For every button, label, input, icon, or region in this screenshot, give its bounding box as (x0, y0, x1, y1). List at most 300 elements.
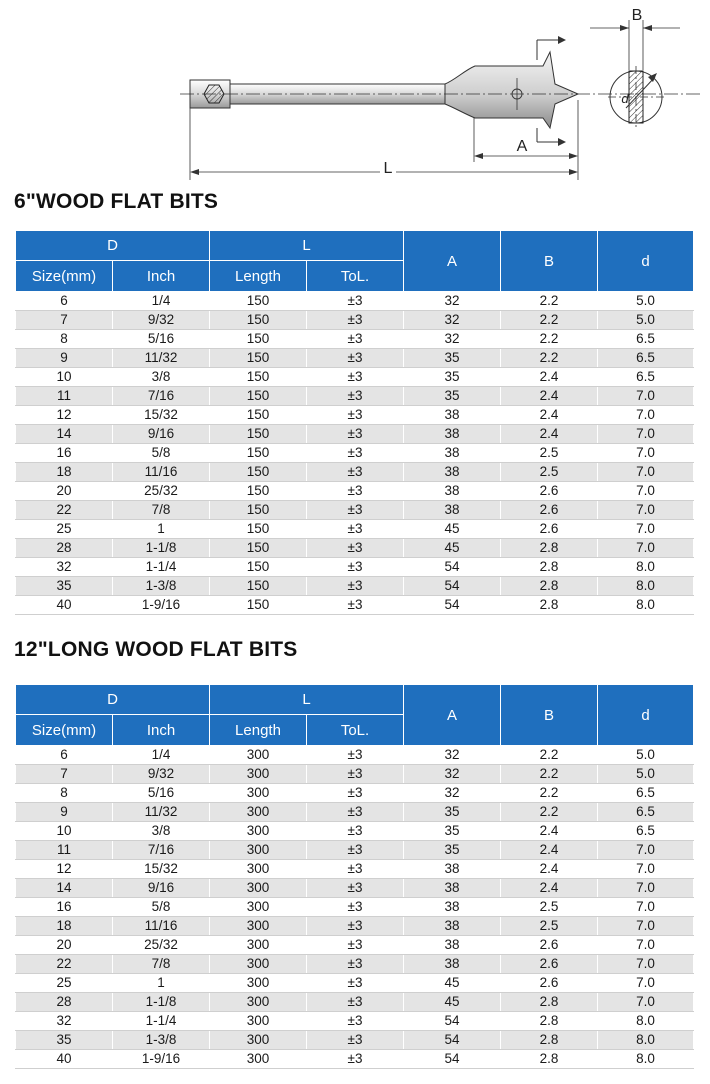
cell-b: 2.6 (501, 501, 598, 520)
table-row (16, 387, 694, 406)
table-row (16, 1031, 694, 1050)
cell-a: 32 (404, 311, 501, 330)
header-group-l: L (210, 231, 404, 261)
cell-tol: ±3 (307, 936, 404, 955)
cell-size: 7 (16, 311, 113, 330)
cell-tol: ±3 (307, 596, 404, 615)
cell-length: 300 (210, 1050, 307, 1069)
cell-d: 8.0 (598, 577, 694, 596)
cell-a: 35 (404, 387, 501, 406)
cell-a: 54 (404, 1031, 501, 1050)
cell-b: 2.2 (501, 746, 598, 765)
cell-a: 35 (404, 841, 501, 860)
cell-size: 14 (16, 425, 113, 444)
cell-inch: 7/16 (113, 387, 210, 406)
cell-size: 11 (16, 387, 113, 406)
cell-size: 40 (16, 1050, 113, 1069)
cell-d: 5.0 (598, 292, 694, 311)
cell-b: 2.5 (501, 463, 598, 482)
cell-length: 300 (210, 746, 307, 765)
cell-d: 7.0 (598, 425, 694, 444)
cell-size: 28 (16, 539, 113, 558)
cell-a: 38 (404, 482, 501, 501)
cell-length: 150 (210, 368, 307, 387)
header-a: A (404, 231, 501, 292)
header-tol: ToL. (307, 715, 404, 746)
cell-a: 38 (404, 955, 501, 974)
header-inch: Inch (113, 715, 210, 746)
table-row (16, 292, 694, 311)
header-d: d (598, 231, 694, 292)
cell-inch: 1-9/16 (113, 1050, 210, 1069)
header-length: Length (210, 261, 307, 292)
cell-size: 10 (16, 822, 113, 841)
cell-inch: 9/32 (113, 311, 210, 330)
cell-d: 7.0 (598, 860, 694, 879)
header-group-l: L (210, 685, 404, 715)
cell-b: 2.2 (501, 784, 598, 803)
table-row (16, 803, 694, 822)
cell-d: 7.0 (598, 406, 694, 425)
spec-table-12in (15, 684, 694, 1069)
cell-inch: 1-3/8 (113, 1031, 210, 1050)
cell-inch: 1-1/4 (113, 1012, 210, 1031)
cell-inch: 5/8 (113, 444, 210, 463)
cell-size: 11 (16, 841, 113, 860)
table-row (16, 425, 694, 444)
cell-b: 2.4 (501, 860, 598, 879)
cell-inch: 3/8 (113, 822, 210, 841)
cell-length: 300 (210, 803, 307, 822)
cell-inch: 1-3/8 (113, 577, 210, 596)
cell-size: 20 (16, 936, 113, 955)
cell-inch: 3/8 (113, 368, 210, 387)
cell-inch: 7/8 (113, 501, 210, 520)
cell-length: 150 (210, 425, 307, 444)
cell-d: 6.5 (598, 803, 694, 822)
cell-b: 2.6 (501, 955, 598, 974)
cell-a: 32 (404, 765, 501, 784)
cell-length: 150 (210, 311, 307, 330)
cell-inch: 1-1/8 (113, 539, 210, 558)
cell-inch: 1/4 (113, 746, 210, 765)
table-row (16, 596, 694, 615)
table-row (16, 368, 694, 387)
cell-d: 7.0 (598, 917, 694, 936)
cell-a: 32 (404, 746, 501, 765)
cell-b: 2.4 (501, 387, 598, 406)
cell-d: 6.5 (598, 784, 694, 803)
cell-d: 6.5 (598, 349, 694, 368)
cell-size: 9 (16, 349, 113, 368)
cell-length: 300 (210, 841, 307, 860)
cell-inch: 11/32 (113, 349, 210, 368)
cell-d: 8.0 (598, 1012, 694, 1031)
cell-inch: 1-1/4 (113, 558, 210, 577)
spec-table-6in (15, 230, 694, 615)
cell-d: 7.0 (598, 974, 694, 993)
table-row (16, 765, 694, 784)
cell-d: 8.0 (598, 596, 694, 615)
cell-tol: ±3 (307, 349, 404, 368)
cell-tol: ±3 (307, 463, 404, 482)
cell-d: 7.0 (598, 482, 694, 501)
cell-a: 32 (404, 292, 501, 311)
table-row (16, 539, 694, 558)
cell-b: 2.4 (501, 406, 598, 425)
cell-d: 5.0 (598, 765, 694, 784)
cell-tol: ±3 (307, 482, 404, 501)
cell-a: 54 (404, 1012, 501, 1031)
table-row (16, 482, 694, 501)
cell-tol: ±3 (307, 898, 404, 917)
cell-a: 54 (404, 1050, 501, 1069)
cell-b: 2.2 (501, 803, 598, 822)
cell-size: 20 (16, 482, 113, 501)
cell-d: 7.0 (598, 444, 694, 463)
header-b: B (501, 685, 598, 746)
header-inch: Inch (113, 261, 210, 292)
cell-b: 2.2 (501, 349, 598, 368)
cell-a: 54 (404, 558, 501, 577)
cell-b: 2.8 (501, 539, 598, 558)
cell-b: 2.5 (501, 898, 598, 917)
cell-tol: ±3 (307, 841, 404, 860)
cell-a: 54 (404, 577, 501, 596)
cell-length: 150 (210, 501, 307, 520)
cell-d: 7.0 (598, 936, 694, 955)
header-size: Size(mm) (16, 261, 113, 292)
table-row (16, 330, 694, 349)
cell-length: 150 (210, 292, 307, 311)
table-row (16, 406, 694, 425)
dimension-b-label: B (631, 7, 643, 24)
table-row (16, 860, 694, 879)
cell-tol: ±3 (307, 368, 404, 387)
cell-tol: ±3 (307, 311, 404, 330)
cell-tol: ±3 (307, 539, 404, 558)
cell-size: 35 (16, 1031, 113, 1050)
cell-size: 10 (16, 368, 113, 387)
section-title-6in: 6"WOOD FLAT BITS (14, 190, 219, 213)
cell-inch: 25/32 (113, 482, 210, 501)
cell-size: 7 (16, 765, 113, 784)
cell-b: 2.5 (501, 444, 598, 463)
cell-size: 14 (16, 879, 113, 898)
cell-length: 300 (210, 784, 307, 803)
cell-inch: 7/16 (113, 841, 210, 860)
cell-inch: 11/16 (113, 917, 210, 936)
cell-a: 32 (404, 330, 501, 349)
cell-tol: ±3 (307, 803, 404, 822)
cell-length: 150 (210, 406, 307, 425)
cell-b: 2.4 (501, 368, 598, 387)
cell-inch: 7/8 (113, 955, 210, 974)
cell-size: 28 (16, 993, 113, 1012)
cell-length: 150 (210, 349, 307, 368)
spade-blade (445, 52, 578, 128)
cell-d: 7.0 (598, 387, 694, 406)
cell-length: 300 (210, 955, 307, 974)
header-group-d: D (16, 685, 210, 715)
cell-tol: ±3 (307, 746, 404, 765)
dimension-d-label: d (621, 91, 629, 106)
cell-b: 2.8 (501, 993, 598, 1012)
cell-b: 2.2 (501, 330, 598, 349)
table-row (16, 577, 694, 596)
cell-d: 7.0 (598, 993, 694, 1012)
table-row (16, 822, 694, 841)
cell-inch: 25/32 (113, 936, 210, 955)
cell-inch: 1 (113, 974, 210, 993)
cell-a: 38 (404, 501, 501, 520)
cell-length: 300 (210, 898, 307, 917)
cell-size: 32 (16, 1012, 113, 1031)
header-a: A (404, 685, 501, 746)
cell-a: 45 (404, 974, 501, 993)
table-row (16, 936, 694, 955)
cell-b: 2.4 (501, 425, 598, 444)
cell-inch: 1/4 (113, 292, 210, 311)
cell-tol: ±3 (307, 974, 404, 993)
cell-size: 6 (16, 292, 113, 311)
cell-a: 38 (404, 463, 501, 482)
cell-tol: ±3 (307, 860, 404, 879)
cell-tol: ±3 (307, 387, 404, 406)
cell-size: 16 (16, 898, 113, 917)
cell-d: 7.0 (598, 879, 694, 898)
cell-d: 5.0 (598, 311, 694, 330)
flat-bit-drawing (0, 0, 710, 190)
table-row (16, 879, 694, 898)
cell-b: 2.5 (501, 917, 598, 936)
cell-d: 5.0 (598, 746, 694, 765)
cell-d: 7.0 (598, 463, 694, 482)
table-row (16, 444, 694, 463)
cell-a: 54 (404, 596, 501, 615)
cell-d: 7.0 (598, 898, 694, 917)
cell-length: 150 (210, 444, 307, 463)
cell-b: 2.2 (501, 765, 598, 784)
header-d: d (598, 685, 694, 746)
cell-tol: ±3 (307, 765, 404, 784)
cell-inch: 15/32 (113, 860, 210, 879)
cell-d: 7.0 (598, 841, 694, 860)
cell-d: 7.0 (598, 955, 694, 974)
header-length: Length (210, 715, 307, 746)
cell-tol: ±3 (307, 993, 404, 1012)
table-row (16, 955, 694, 974)
table-row (16, 746, 694, 765)
section-arrow-top-icon (537, 36, 566, 60)
cell-inch: 1-1/8 (113, 993, 210, 1012)
cell-b: 2.6 (501, 520, 598, 539)
cell-size: 16 (16, 444, 113, 463)
cell-b: 2.2 (501, 311, 598, 330)
cell-length: 300 (210, 879, 307, 898)
table-row (16, 917, 694, 936)
cell-a: 38 (404, 936, 501, 955)
cell-a: 38 (404, 879, 501, 898)
cell-a: 38 (404, 860, 501, 879)
header-group-d: D (16, 231, 210, 261)
cell-inch: 5/8 (113, 898, 210, 917)
cell-size: 6 (16, 746, 113, 765)
cell-tol: ±3 (307, 822, 404, 841)
table-row (16, 558, 694, 577)
cell-size: 9 (16, 803, 113, 822)
dimension-b (590, 7, 680, 70)
cell-a: 45 (404, 993, 501, 1012)
cell-inch: 9/32 (113, 765, 210, 784)
table-row (16, 993, 694, 1012)
cell-tol: ±3 (307, 1050, 404, 1069)
cell-inch: 5/16 (113, 330, 210, 349)
cell-size: 18 (16, 463, 113, 482)
table-row (16, 501, 694, 520)
cell-b: 2.8 (501, 596, 598, 615)
cell-size: 22 (16, 501, 113, 520)
cell-b: 2.2 (501, 292, 598, 311)
section-arrow-bottom-icon (537, 128, 566, 146)
cell-inch: 11/32 (113, 803, 210, 822)
cell-tol: ±3 (307, 558, 404, 577)
cross-section-view (608, 66, 664, 128)
cell-b: 2.4 (501, 841, 598, 860)
cell-tol: ±3 (307, 879, 404, 898)
dimension-a-label: A (516, 138, 528, 155)
cell-length: 300 (210, 917, 307, 936)
cell-b: 2.6 (501, 974, 598, 993)
section-title-12in: 12"LONG WOOD FLAT BITS (14, 638, 298, 661)
cell-size: 32 (16, 558, 113, 577)
cell-length: 300 (210, 1012, 307, 1031)
cell-d: 6.5 (598, 368, 694, 387)
cell-length: 150 (210, 387, 307, 406)
cell-tol: ±3 (307, 292, 404, 311)
cell-length: 150 (210, 539, 307, 558)
header-tol: ToL. (307, 261, 404, 292)
cell-a: 35 (404, 803, 501, 822)
cell-a: 45 (404, 539, 501, 558)
cell-inch: 1 (113, 520, 210, 539)
cell-a: 38 (404, 406, 501, 425)
cell-size: 25 (16, 520, 113, 539)
cell-size: 25 (16, 974, 113, 993)
cell-tol: ±3 (307, 444, 404, 463)
table-row (16, 974, 694, 993)
cell-d: 8.0 (598, 1031, 694, 1050)
cell-a: 38 (404, 917, 501, 936)
cell-tol: ±3 (307, 425, 404, 444)
cell-b: 2.8 (501, 1012, 598, 1031)
cell-inch: 11/16 (113, 463, 210, 482)
table-row (16, 1050, 694, 1069)
cell-length: 300 (210, 993, 307, 1012)
cell-a: 38 (404, 444, 501, 463)
cell-size: 35 (16, 577, 113, 596)
cell-inch: 5/16 (113, 784, 210, 803)
cell-a: 32 (404, 784, 501, 803)
cell-size: 12 (16, 406, 113, 425)
cell-length: 150 (210, 596, 307, 615)
cell-d: 8.0 (598, 558, 694, 577)
cell-b: 2.8 (501, 1050, 598, 1069)
cell-size: 8 (16, 330, 113, 349)
cell-size: 12 (16, 860, 113, 879)
cell-length: 150 (210, 482, 307, 501)
cell-length: 300 (210, 860, 307, 879)
cell-tol: ±3 (307, 917, 404, 936)
cell-tol: ±3 (307, 1012, 404, 1031)
table-row (16, 1012, 694, 1031)
cell-a: 38 (404, 898, 501, 917)
cell-length: 300 (210, 974, 307, 993)
cell-tol: ±3 (307, 520, 404, 539)
cell-b: 2.4 (501, 822, 598, 841)
cell-inch: 9/16 (113, 425, 210, 444)
cell-d: 7.0 (598, 539, 694, 558)
cell-b: 2.8 (501, 1031, 598, 1050)
cell-length: 150 (210, 330, 307, 349)
cell-b: 2.6 (501, 482, 598, 501)
cell-a: 35 (404, 368, 501, 387)
cell-tol: ±3 (307, 330, 404, 349)
table-row (16, 898, 694, 917)
table-row (16, 841, 694, 860)
cell-tol: ±3 (307, 955, 404, 974)
cell-tol: ±3 (307, 1031, 404, 1050)
cell-d: 7.0 (598, 520, 694, 539)
cell-length: 300 (210, 765, 307, 784)
cell-inch: 1-9/16 (113, 596, 210, 615)
cell-a: 35 (404, 349, 501, 368)
cell-size: 18 (16, 917, 113, 936)
cell-length: 150 (210, 463, 307, 482)
cell-tol: ±3 (307, 501, 404, 520)
cell-length: 300 (210, 1031, 307, 1050)
cell-d: 6.5 (598, 330, 694, 349)
cell-length: 150 (210, 520, 307, 539)
cell-b: 2.6 (501, 936, 598, 955)
table-row (16, 311, 694, 330)
cell-tol: ±3 (307, 784, 404, 803)
header-size: Size(mm) (16, 715, 113, 746)
cell-a: 35 (404, 822, 501, 841)
table-row (16, 520, 694, 539)
cell-a: 45 (404, 520, 501, 539)
cell-length: 300 (210, 936, 307, 955)
cell-d: 6.5 (598, 822, 694, 841)
cell-length: 150 (210, 577, 307, 596)
cell-size: 8 (16, 784, 113, 803)
cell-inch: 15/32 (113, 406, 210, 425)
cell-tol: ±3 (307, 577, 404, 596)
cell-length: 150 (210, 558, 307, 577)
cell-b: 2.8 (501, 577, 598, 596)
cell-a: 38 (404, 425, 501, 444)
cell-inch: 9/16 (113, 879, 210, 898)
table-row (16, 784, 694, 803)
dimension-l-label: L (383, 160, 393, 177)
cell-tol: ±3 (307, 406, 404, 425)
table-row (16, 349, 694, 368)
cell-d: 7.0 (598, 501, 694, 520)
cell-b: 2.8 (501, 558, 598, 577)
cell-b: 2.4 (501, 879, 598, 898)
cell-length: 300 (210, 822, 307, 841)
table-row (16, 463, 694, 482)
